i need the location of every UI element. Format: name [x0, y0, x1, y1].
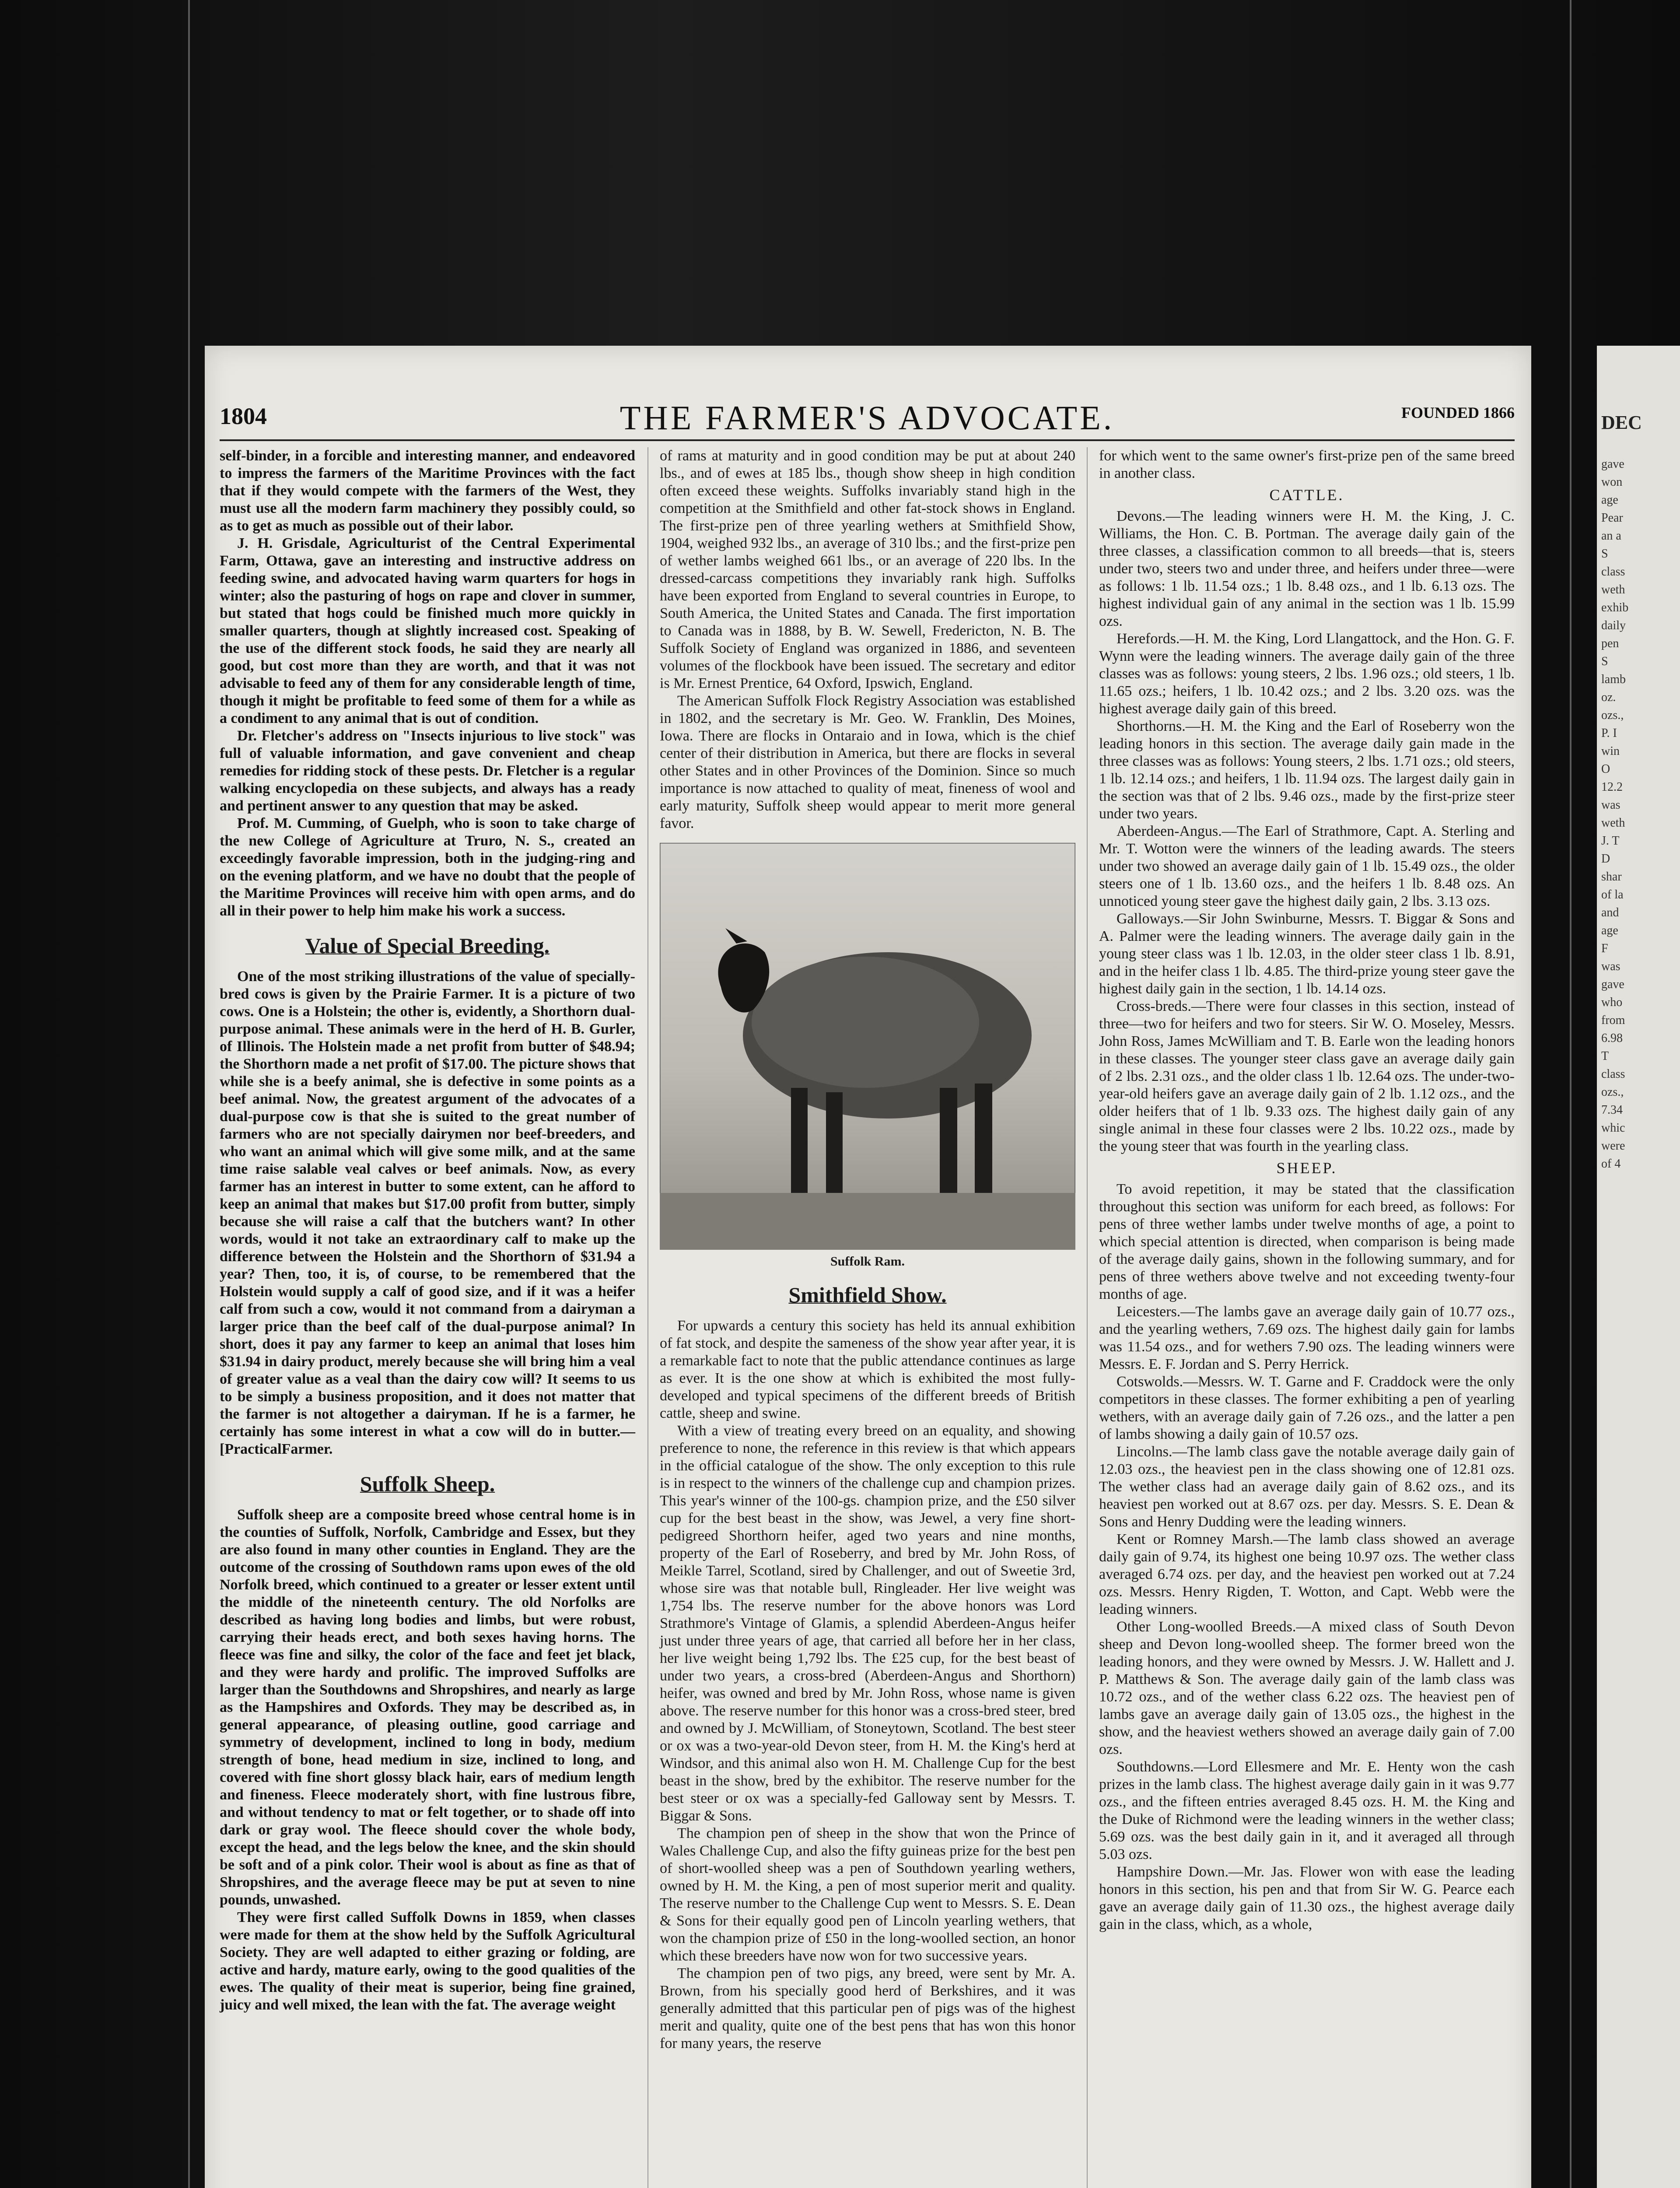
article-heading: Smithfield Show.: [788, 1283, 947, 1307]
article-paragraph: For upwards a century this society has held its annual exhibition of fat stock, and despite the sameness of the show year after year, it is a remarkable fact to note that the public attendance continues as large as ever. It is the one show at which is exhibited the most fully-developed and typical specimens of the different breeds of British cattle, sheep and swine.: [660, 1318, 1075, 1421]
article-paragraph: Lincolns.—The lamb class gave the notable average daily gain of 12.03 ozs., the heaviest pen in the class showing one of 12.81 ozs. The wether class had an average daily gain of 8.62 ozs., and its heaviest pen worked out at 8.67 ozs. per day. Messrs. S. E. Dean & Sons and Henry Dudding were the leading winners.: [1099, 1444, 1515, 1530]
adjacent-page-header: DEC: [1601, 412, 1642, 433]
article-heading: Suffolk Sheep.: [360, 1472, 495, 1496]
binding-edge: [1570, 0, 1572, 2188]
adjacent-page-edge: [1597, 346, 1680, 2188]
figure: [660, 843, 1075, 1269]
article-paragraph: Kent or Romney Marsh.—The lamb class showed an average daily gain of 9.74, its highest one being 10.97 ozs. The wether class averaged 6.74 ozs. per day, and the heaviest pen worked out at 7.24 ozs. Messrs. Henry Rigden, T. Wotton, and Capt. Webb were the leading winners.: [1099, 1531, 1515, 1617]
figure-caption: Suffolk Ram.: [830, 1254, 905, 1269]
article-paragraph: They were first called Suffolk Downs in 1859, when classes were made for them at the show held by the Suffolk Agricultural Society. They are well adapted to either grazing or folding, are active and hardy, mature early, owing to the good qualities of the ewes. The quality of their meat is superior, being fine grained, juicy and well mixed, the lean with the fat. The average weight: [220, 1909, 635, 2013]
newspaper-page: [205, 346, 1531, 2188]
article-paragraph: Southdowns.—Lord Ellesmere and Mr. E. Henty won the cash prizes in the lamb class. The highest average daily gain in it was 9.77 ozs., and the fifteen entries averaged 8.45 ozs. H. M. the King and the Duke of Richmond were the leading winners in the wether class; 5.69 ozs. was the best daily gain in it, and it averaged all through 5.03 ozs.: [1099, 1759, 1515, 1862]
suffolk-ram-photo: [660, 843, 1075, 1250]
adjacent-page-text: gave won age Pear an a S class weth exhib daily pen S lamb oz. ozs., P. I win O 12.2 was weth J. T D shar of la and age F was gave who from 6.98 T class ozs., 7.34 whic were of 4: [1601, 457, 1629, 1171]
column-right: [1099, 447, 1515, 1933]
masthead-title: THE FARMER'S ADVOCATE.: [620, 399, 1115, 437]
article-paragraph: Leicesters.—The lambs gave an average daily gain of 10.77 ozs., and the yearling wethers, 7.69 ozs. The highest daily gain for lambs was 11.54 ozs., and for wethers 7.90 ozs. The leading winners were Messrs. E. F. Jordan and S. Perry Herrick.: [1099, 1304, 1515, 1372]
article-paragraph: Devons.—The leading winners were H. M. the King, J. C. Williams, the Hon. C. B. Portman. The average daily gain of the three classes, a classification common to all breeds—that is, steers under two, steers two and under three, and heifers under three—were as follows: 1 lb. 11.54 ozs.; 1 lb. 8.48 ozs., and 1 lb. 6.13 ozs. The highest individual gain of any animal in the section was 1 lb. 15.99 ozs.: [1099, 508, 1515, 629]
page-number: 1804: [220, 403, 267, 429]
article-paragraph: J. H. Grisdale, Agriculturist of the Central Experimental Farm, Ottawa, gave an interesting and instructive address on feeding swine, and advocated having warm quarters for hogs in winter; also the pasturing of hogs on rape and clover in summer, but stated that hogs could be finished much more quickly in smaller quarters, though at slightly increased cost. Speaking of the use of the different stock foods, he said they are nearly all good, but cost more than they are worth, and that it was not advisable to feed any of them for any considerable length of time, though it might be profitable to feed some of them for a while as a condiment to any animal that is out of condition.: [220, 535, 635, 726]
article-paragraph: Suffolk sheep are a composite breed whose central home is in the counties of Suffolk, Norfolk, Cambridge and Essex, but they are also found in many other counties in England. They are the outcome of the crossing of Southdown rams upon ewes of the old Norfolk breed, which continued to a greater or lesser extent until the middle of the nineteenth century. The old Norfolks are described as having long bodies and limbs, but were robust, carrying their heads erect, and both sexes having horns. The fleece was fine and silky, the color of the face and feet jet black, and they were hardy and prolific. The improved Suffolks are larger than the Southdowns and Shropshires, and nearly as large as the Hampshires and Oxfords. They may be described as, in general appearance, of pleasing outline, good carriage and symmetry of development, inclined to long in body, medium strength of bone, head medium in size, inclined to long, and covered with fine short glossy black hair, ears of medium length and fineness. Fleece moderately short, with fine lustrous fibre, and without tendency to mat or felt together, or to shade off into dark or gray wool. The fleece should cover the whole body, except the head, and the legs below the knee, and the skin should be soft and of a pink color. Their wool is about as fine as that of Shropshires, and the average fleece may be put at seven to nine pounds, unwashed.: [220, 1507, 635, 1908]
article-paragraph: Galloways.—Sir John Swinburne, Messrs. T. Biggar & Sons and A. Palmer were the leading winners. The average daily gain in the young steer class was 1 lb. 12.03, in the older steer class 1 lb. 8.91, and in the heifer class 1 lb. 4.85. The third-prize young steer gave the highest daily gain in the section, 1 lb. 14.14 ozs.: [1099, 911, 1515, 997]
article-paragraph: Cotswolds.—Messrs. W. T. Garne and F. Craddock were the only competitors in these classes. The former exhibiting a pen of yearling wethers, with an average daily gain of 7.26 ozs., and the latter a pen of lambs showing a daily gain of 10.57 ozs.: [1099, 1374, 1515, 1442]
article-paragraph: To avoid repetition, it may be stated that the classification throughout this section was uniform for each breed, as follows: For pens of three wether lambs under twelve months of age, a point to which special attention is directed, when comparison is being made of the average daily gains, shown in the following summary, and for pens of three wethers above twelve and not exceeding twenty-four months of age.: [1099, 1181, 1515, 1302]
article-paragraph: The American Suffolk Flock Registry Association was established in 1802, and the secretary is Mr. Geo. W. Franklin, Des Moines, Iowa. There are flocks in Ontaraio and in Iowa, which is the chief center of their distribution in America, but there are flocks in several other States and in other Provinces of the Dominion. Since so much importance is now attached to quality of meat, fineness of wool and early maturity, Suffolk sheep would appear to merit more general favor.: [660, 693, 1075, 831]
article-paragraph: Dr. Fletcher's address on "Insects injurious to live stock" was full of valuable information, and gave convenient and cheap remedies for ridding stock of these pests. Dr. Fletcher is a regular walking encyclopedia on these subjects, and always has a ready and pertinent answer to any question that may be asked.: [220, 728, 635, 814]
column-left: [220, 447, 635, 2014]
binding-edge: [188, 0, 190, 2188]
article-paragraph: The champion pen of two pigs, any breed, were sent by Mr. A. Brown, from his specially good herd of Berkshires, and it was generally admitted that this particular pen of pigs was of the highest merit and quality, quite one of the best pens that has won this honor for many years, the reserve: [660, 1965, 1075, 2051]
article-paragraph: self-binder, in a forcible and interesting manner, and endeavored to impress the farmers of the Maritime Provinces with the fact that if they would compete with the farmers of the West, they must use all the modern farm machinery they possibly could, so as to get as much as possible out of their labor.: [220, 448, 635, 534]
article-paragraph: of rams at maturity and in good condition may be put at about 240 lbs., and of ewes at 185 lbs., though show sheep in high condition often exceed these weights. Suffolks invariably stand high in the competition at the Smithfield and other fat-stock shows in England. The first-prize pen of three yearling wethers at Smithfield Show, 1904, weighed 932 lbs., an average of 310 lbs.; and the first-prize pen of wether lambs weighed 661 lbs., or an average of 220 lbs. In the dressed-carcass competitions they invariably rank high. Suffolks have been exported from England to several countries in Europe, to South America, the United States and Canada. The first importation to Canada was in 1888, by B. W. Sewell, Fredericton, N. B. The Suffolk Society of England was organized in 1886, and seventeen volumes of the flockbook have been issued. The secretary and editor is Mr. Ernest Prentice, 64 Oxford, Ipswich, England.: [660, 448, 1075, 691]
article-paragraph: Shorthorns.—H. M. the King and the Earl of Roseberry won the leading honors in this section. The average daily gain made in the three classes was as follows: Young steers, 2 lbs. 1.71 ozs.; old steers, 1 lb. 12.14 ozs.; and heifers, 1 lb. 11.94 ozs. The largest daily gain in the section was that of 2 lbs. 9.46 ozs., made by the first-prize steer under two years.: [1099, 718, 1515, 822]
founded-line: FOUNDED 1866: [1401, 404, 1515, 421]
article-heading: Value of Special Breeding.: [305, 933, 550, 958]
article-paragraph: for which went to the same owner's first-prize pen of the same breed in another class.: [1099, 448, 1515, 481]
page-header: [220, 398, 1515, 437]
article-paragraph: Cross-breds.—There were four classes in this section, instead of three—two for heifers and two for steers. Sir W. O. Moseley, Messrs. John Ross, James McWilliam and T. B. Earle won the leading honors in these classes. The younger steer class gave an average daily gain of 2 lbs. 2.31 ozs., and the older class 1 lb. 12.64 ozs. The under-two-year-old heifers gave an average daily gain of 2 lb. 1.12 ozs., and the older heifers that of 1 lb. 9.33 ozs. The highest daily gain of any single animal in these four classes were 2 lbs. 10.22 ozs., made by the young steer that was fourth in the yearling class.: [1099, 998, 1515, 1154]
article-paragraph: Herefords.—H. M. the King, Lord Llangattock, and the Hon. G. F. Wynn were the leading winners. The average daily gain of the three classes was as follows: young steers, 2 lbs. 1.96 ozs.; old steers, 1 lb. 11.65 ozs.; heifers, 1 lb. 10.42 ozs.; and 2 lbs. 3.20 ozs. was the highest average daily gain of this breed.: [1099, 631, 1515, 717]
header-rule: [220, 439, 1515, 441]
article-paragraph: Aberdeen-Angus.—The Earl of Strathmore, Capt. A. Sterling and Mr. T. Wotton were the winners of the leading awards. The steers under two showed an average daily gain of 1 lb. 15.49 ozs., the older steers one of 1 lb. 13.60 ozs., and the heifers 1 lb. 8.48 ozs. An unnoticed young steer gave the highest daily gain, 2 lbs. 3.13 ozs.: [1099, 823, 1515, 909]
article-paragraph: The champion pen of sheep in the show that won the Prince of Wales Challenge Cup, and also the fifty guineas prize for the best pen of short-woolled sheep was a pen of Southdown yearling wethers, owned by H. M. the King, a pen of most superior merit and quality. The reserve number to the Challenge Cup went to Messrs. S. E. Dean & Sons for their equally good pen of Lincoln yearling wethers, that won the champion prize of £50 in the long-woolled section, an honor which these breeders have now won for two successive years.: [660, 1825, 1075, 1964]
column-rule: [1087, 447, 1088, 2188]
article-paragraph: One of the most striking illustrations of the value of specially-bred cows is given by the Prairie Farmer. It is a picture of two cows. One is a Holstein; the other is, evidently, a Shorthorn dual-purpose animal. These animals were in the herd of H. B. Gurler, of Illinois. The Holstein made a net profit from butter of $48.94; the Shorthorn made a net profit of $17.00. The picture shows that while she is a beefy animal, she is defective in some points as a beef animal. Now, the greatest argument of the advocates of a dual-purpose cow is that she is suited to the great number of farmers who are not specially dairymen nor beef-breeders, and who want an animal which will give some milk, and at the same time raise salable veal calves or beef animals. Now, as every farmer has an interest in butter to some extent, can he afford to keep an animal that makes but $17.00 profit from butter, simply because she will raise a calf that the butchers want? In other words, would it not take an extraordinary calf to make up the difference between the Holstein and the Shorthorn of $31.94 a year? Then, too, it is, of course, to be remembered that the Holstein would supply a calf of good size, and if it was a heifer calf from such a cow, would it not command from a dairyman a larger price than the beef calf of the dual-purpose animal? In short, does it pay any farmer to keep an animal that loses him $31.94 in dairy product, merely because she will bring him a veal of greater value as a veal than the dairy cow will? It seems to us to be simply a business proposition, and it does not matter that the farmer is not altogether a dairyman. If he is a farmer, he certainly has some interest in what a cow will do in butter.—[PracticalFarmer.: [220, 968, 635, 1457]
section-subhead: CATTLE.: [1269, 486, 1344, 504]
article-paragraph: Other Long-woolled Breeds.—A mixed class of South Devon sheep and Devon long-woolled sheep. The former breed won the leading honors, and they were owned by Messrs. J. W. Hallett and J. P. Matthews & Son. The average daily gain of the lamb class was 10.72 ozs., and of the wether class 6.22 ozs. The heaviest pen of lambs gave an average daily gain of 13.05 ozs., the highest in the show, and the heaviest wethers showed an average daily gain of 7.00 ozs.: [1099, 1619, 1515, 1757]
column-middle: [660, 447, 1075, 2052]
article-paragraph: Hampshire Down.—Mr. Jas. Flower won with ease the leading honors in this section, his pen and that from Sir W. G. Pearce each gave an average daily gain of 11.30 ozs., the highest average daily gain in the class, which, as a whole,: [1099, 1864, 1515, 1932]
article-paragraph: Prof. M. Cumming, of Guelph, who is soon to take charge of the new College of Agriculture at Truro, N. S., created an exceedingly favorable impression, both in the judging-ring and on the evening platform, and we have no doubt that the people of the Maritime Provinces will receive him with open arms, and do all in their power to help him make his work a success.: [220, 815, 635, 919]
section-subhead: SHEEP.: [1276, 1159, 1337, 1177]
article-paragraph: With a view of treating every breed on an equality, and showing preference to none, the reference in this review is that which appears in the official catalogue of the show. The only exception to this rule is in respect to the winners of the challenge cup and champion prizes. This year's winner of the 100-gs. champion prize, and the £50 silver cup for the best beast in the show, was Jewel, a very fine short-pedigreed Shorthorn heifer, aged two years and nine months, property of the Earl of Roseberry, and bred by Mr. John Ross, of Meikle Tarrel, Scotland, sired by Challenger, and out of Sweetie 3rd, whose sire was that notable bull, Ringleader. Her live weight was 1,754 lbs. The reserve number for the above honors was Lord Strathmore's Vintage of Glamis, a splendid Aberdeen-Angus heifer just under three years of age, that carried all before her in her class, her live weight being 1,792 lbs. The £25 cup, for the best beast of under two years, a cross-bred (Aberdeen-Angus and Shorthorn) heifer, was owned and bred by Mr. John Ross, whose name is given above. The reserve number for this honor was a cross-bred steer, bred and owned by J. McWilliam, of Stoneytown, Scotland. The best steer or ox was a two-year-old Devon steer, from H. M. the King's herd at Windsor, and this animal also won H. M. Challenge Cup for the best beast in the show, bred by the exhibitor. The reserve number for the best steer or ox was a specially-fed Galloway sent by Messrs. T. Biggar & Sons.: [660, 1423, 1075, 1824]
